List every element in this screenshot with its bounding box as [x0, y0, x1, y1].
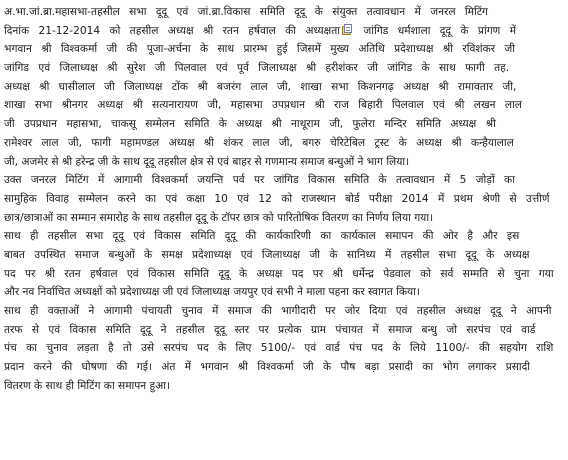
paragraph-meeting-details [4, 3, 564, 171]
text-line: जी, अजमेर से श्री हरेन्द्र जी के साथ दूदू तहसील क्षेत्र से एवं बाहर से गणमान्य समाज बन्धुओं ने भाग लिया। [4, 155, 410, 168]
text-line: साथ ही तहसील सभा दूदू एवं विकास समिति दूदू की कार्यकारिणी का कार्यकाल समापन की ओर है और इस [4, 230, 520, 243]
text-line: और नव निर्वाचित अध्यक्षों को प्रदेशाध्यक्ष जी एवं जिलाध्यक्ष जयपुर एवं सभी ने माला पहना कर स्वागत किया। [4, 286, 420, 299]
text-line: वितरण के साथ ही मिटिंग का समापन हुआ। [4, 379, 171, 392]
text-line: जी उपप्रधान महासभा, चाकसू सम्मेलन समिति के अध्यक्ष श्री नाथूराम जी, फुलेरा मन्दिर समिति अध्यक्ष श्री [4, 118, 496, 131]
text-segment: दिनांक 21-12-2014 को तहसील अध्यक्ष श्री रतन हर्षवाल की अध्यक्षता [4, 24, 340, 37]
text-line-with-icon [4, 22, 564, 41]
text-line: अ.भा.जां.ब्रा.महासभा-तहसील सभा दूदू एवं जां.ब्रा.विकास समिति दूदू के संयुक्त तत्वावधान में जनरल मिटिंग [4, 6, 489, 18]
text-line: भगवान श्री विश्वकर्मा जी की पूजा-अर्चना के साथ प्रारम्भ हुई जिसमें मुख्य अतिथि प्रदेशाध्यक्ष श्री रविशंकर जी [4, 43, 516, 56]
text-line: प्रदान करने की घोषणा की गई। अंत में भगवान श्री विश्वकर्मा जी के पौष बड़ा प्रसादी का भोग लगाकर प्रसादी [4, 361, 531, 374]
text-line: सामुहिक विवाह सम्मेलन करने का एवं कक्षा 10 एवं 12 को राजस्थान बोर्ड परीक्षा 2014 में प्रथम श्रेणी से उत्तीर्ण [4, 192, 550, 205]
text-line: तरफ से एवं विकास समिति दूदू ने तहसील दूदू स्तर पर प्रत्येक ग्राम पंचायत में समाज बन्धु जो सरपंच एवं वार्ड [4, 323, 536, 336]
text-line: पद पर श्री रतन हर्षवाल एवं विकास समिति दूदू के अध्यक्ष पद पर श्री धर्मेन्द्र पेडवाल को सर्व सम्मति से चुना गया [4, 267, 554, 280]
text-line: पंच का चुनाव लड़ता है तो उसे सरपंच पद के लिए 5100/- एवं वार्ड पंच पद के लिये 1100/- की सहयोग राशि [4, 342, 554, 355]
paragraph-decisions [4, 171, 564, 227]
text-line: अध्यक्ष श्री घासीलाल जी जिलाध्यक्ष टोंक श्री बजरंग लाल जी, शाखा सभा किशनगढ़ अध्यक्ष श्री रामावतार जी, [4, 80, 517, 93]
clipboard-icon [341, 24, 353, 36]
text-segment: जांगिड धर्मशाला दूदू के प्रांगण में [354, 24, 517, 37]
text-line: रामेश्वर लाल जी, फागी महामण्डल अध्यक्ष श्री शंकर लाल जी, बगरु चेरिटेबिल ट्रस्ट के अध्यक्ष श्री कन्हैयालाल [4, 136, 514, 149]
text-line: उक्त जनरल मिटिंग में आगामी विश्वकर्मा जयन्ति पर्व पर जांगिड विकास समिति के तत्वावधान में 5 जोड़ों का [4, 174, 515, 187]
text-line: बाबत उपस्थित समाज बन्धुओं के समक्ष प्रदेशाध्यक्ष एवं जिलाध्यक्ष जी के सानिध्य में तहसील सभा दूदू के अध्यक्ष [4, 248, 530, 261]
paragraph-panchayat-support [4, 302, 564, 395]
text-line: साथ ही वक्ताओं ने आगामी पंचायती चुनाव में समाज की भागीदारी पर जोर दिया एवं तहसील अध्यक्ष दूदू ने आपनी [4, 305, 552, 317]
text-line: छात्र/छात्राओं का सम्मान समारोह के साथ तहसील दूदू के टॉपर छात्र को पारितोषिक वितरण का निर्णय लिया गया। [4, 211, 434, 224]
text-line: शाखा सभा श्रीनगर अध्यक्ष श्री सत्यनारायण जी, महासभा उपप्रधान श्री राज बिहारी पिलवाल एवं श्री लखन लाल [4, 99, 522, 112]
paragraph-elections [4, 227, 564, 302]
text-line: जांगिड एवं जिलाध्यक्ष श्री सुरेश जी पिलवाल एवं पूर्व जिलाध्यक्ष श्री हरीशंकर जी जांगिड के साथ फागी तह. [4, 62, 510, 75]
